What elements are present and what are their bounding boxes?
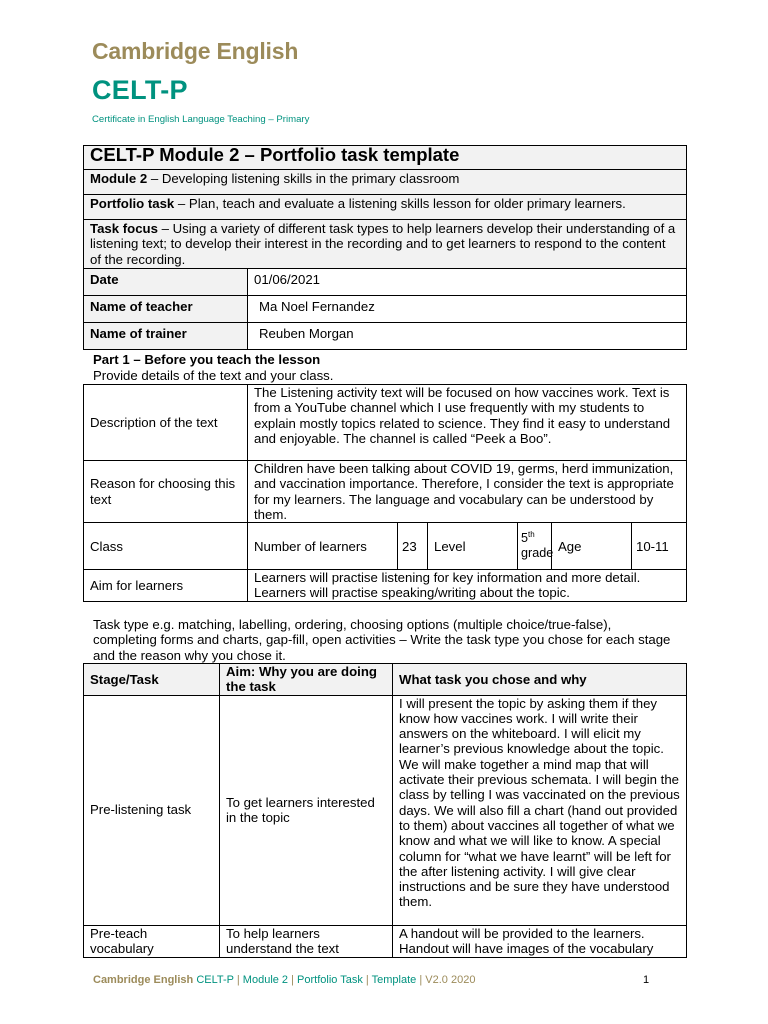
- module-row: [84, 170, 687, 195]
- aim-cell: To help learners understand the text: [220, 925, 393, 957]
- date-value: 01/06/2021: [248, 268, 687, 295]
- logo-brand: Cambridge English: [92, 38, 299, 64]
- page-title: CELT-P Module 2 – Portfolio task template: [84, 146, 687, 170]
- portfolio-label: Portfolio task: [90, 196, 175, 211]
- age-label: Age: [552, 523, 632, 570]
- header-table: [83, 145, 687, 350]
- description-value: The Listening activity text will be focused on how vaccines work. Text is from a YouTube channel which I use frequently with my students to explain mostly topics related to science. They find it easy to understand and enjoyable. The channel is called “Peek a Boo”.: [248, 385, 687, 461]
- trainer-label: Name of trainer: [84, 322, 248, 349]
- stages-header-stage: Stage/Task: [84, 664, 220, 696]
- date-label: Date: [84, 268, 248, 295]
- details-table: [83, 384, 687, 602]
- stages-header-task: What task you chose and why: [393, 664, 687, 696]
- stages-table: [83, 663, 687, 958]
- aim-label: Aim for learners: [84, 570, 248, 602]
- footer-portfolio: Portfolio Task: [297, 974, 363, 986]
- table-row: [84, 695, 687, 925]
- table-row: [84, 925, 687, 957]
- footer-separator: |: [288, 974, 298, 986]
- task-cell: A handout will be provided to the learners. Handout will have images of the vocabulary: [393, 925, 687, 957]
- level-label: Level: [428, 523, 518, 570]
- page-number: 1: [643, 974, 650, 986]
- logo-subtitle: Certificate in English Language Teaching – Primary: [92, 114, 310, 125]
- stages-header-aim: Aim: Why you are doing the task: [220, 664, 393, 696]
- task-type-instruction: Task type e.g. matching, labelling, ordering, choosing options (multiple choice/true-false), completing forms and charts, gap-fill, open activities – Write the task type you chose for each stage and the reason why you chose it.: [93, 617, 671, 663]
- level-value-num: 5: [521, 530, 529, 545]
- level-value-rest: grade: [521, 546, 554, 561]
- stage-cell: Pre-listening task: [84, 695, 220, 925]
- logo-product: CELT-P: [92, 75, 188, 105]
- class-label: Class: [84, 523, 248, 570]
- learners-label: Number of learners: [248, 523, 398, 570]
- reason-value: Children have been talking about COVID 19, germs, herd immunization, and vaccination importance. Therefore, I consider the text is appropriate for my learners. The language and vocabulary can be understood by them.: [248, 461, 687, 523]
- portfolio-row: [84, 195, 687, 220]
- trainer-value: Reuben Morgan: [248, 322, 687, 349]
- task-cell: I will present the topic by asking them if they know how vaccines work. I will write their answers on the whiteboard. I will elicit my learner’s previous knowledge about the topic. We will make together a mind map that will activate their previous schemata. I will begin the class by telling I was vaccinated on the previous days. We will also fill a chart (hand out provided to them) about vaccines all together of what we know and what we will like to know. A special column for “what we have learnt” will be left for the after listening activity. I will give clear instructions and be sure they have understood them.: [393, 695, 687, 925]
- module-label: Module 2: [90, 171, 148, 186]
- footer-separator: |: [233, 974, 243, 986]
- reason-label: Reason for choosing this text: [84, 461, 248, 523]
- footer-module: Module 2: [242, 974, 289, 986]
- part1-instruction: Provide details of the text and your class.: [93, 368, 334, 383]
- task-focus-label: Task focus: [90, 221, 158, 236]
- level-value-sup: th: [528, 529, 535, 539]
- footer-version: V2.0 2020: [425, 974, 476, 986]
- portfolio-text: – Plan, teach and evaluate a listening skills lesson for older primary learners.: [174, 196, 626, 211]
- description-label: Description of the text: [84, 385, 248, 461]
- level-value: [518, 523, 552, 570]
- module-text: – Developing listening skills in the primary classroom: [147, 171, 460, 186]
- teacher-label: Name of teacher: [84, 295, 248, 322]
- aim-cell: To get learners interested in the topic: [220, 695, 393, 925]
- teacher-value: Ma Noel Fernandez: [248, 295, 687, 322]
- page-footer: [93, 974, 475, 986]
- learners-value: 23: [398, 523, 428, 570]
- stage-cell: Pre-teach vocabulary: [84, 925, 220, 957]
- footer-template: Template: [371, 974, 417, 986]
- footer-separator: |: [362, 974, 372, 986]
- part1-heading: Part 1 – Before you teach the lesson: [93, 352, 321, 367]
- aim-value: Learners will practise listening for key information and more detail. Learners will practise speaking/writing about the topic.: [248, 570, 687, 602]
- age-value: 10-11: [632, 523, 687, 570]
- cambridge-logo: [92, 38, 309, 125]
- footer-brand: Cambridge English: [93, 974, 194, 986]
- footer-product: CELT-P: [196, 974, 234, 986]
- footer-separator: |: [416, 974, 426, 986]
- task-focus-text: – Using a variety of different task types to help learners develop their understanding of a listening text; to develop their interest in the recording and to get learners to respond to the content of the recording.: [90, 221, 676, 267]
- task-focus-row: [84, 220, 687, 269]
